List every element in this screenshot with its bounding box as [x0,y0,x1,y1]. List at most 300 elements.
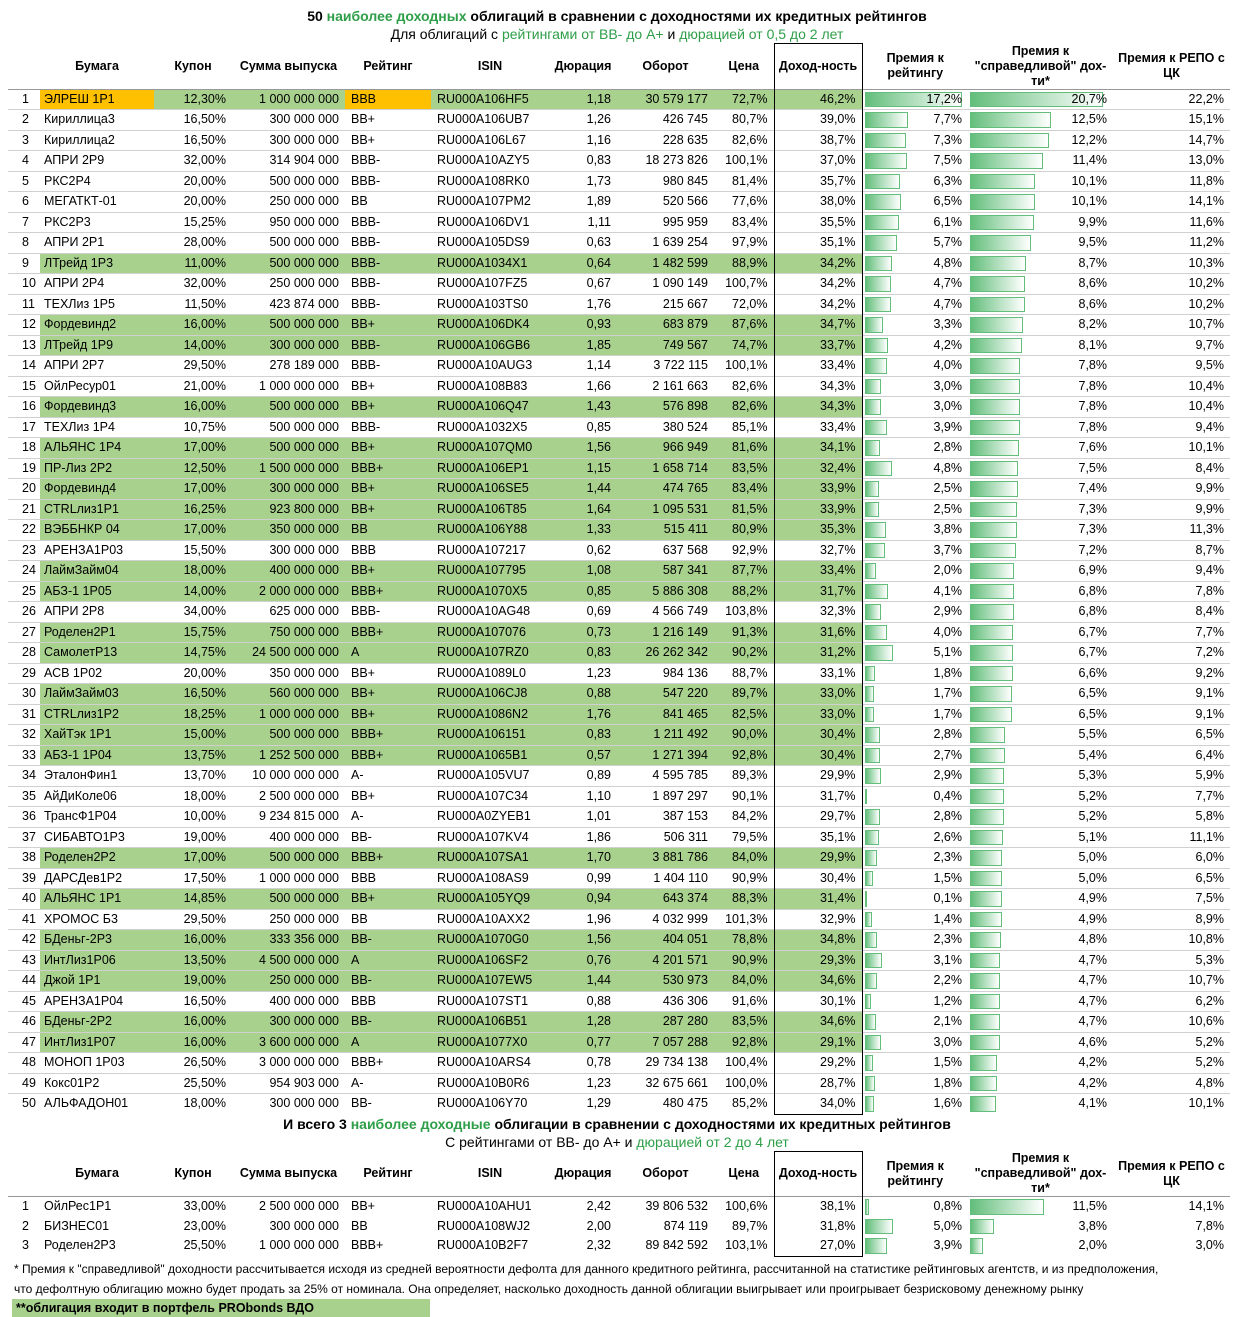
rating-cell: BB- [345,827,431,848]
premium-fair-bar [970,789,1004,805]
premium-fair-cell [968,1197,1113,1217]
title-highlight: наиболее доходных [326,8,467,24]
premium-rating-cell [862,110,968,131]
title2-text: И всего 3 [283,1115,351,1132]
price-cell: 81,5% [714,499,774,520]
issue-size-cell: 500 000 000 [232,253,345,274]
coupon-cell: 17,00% [154,479,232,500]
premium-rating-value: 7,5% [933,153,962,167]
turnover-cell: 749 567 [617,335,714,356]
premium-repo-cell: 10,4% [1113,376,1230,397]
isin-cell: RU000A106EP1 [431,458,549,479]
duration-cell: 1,85 [549,335,617,356]
premium-fair-cell [968,397,1113,418]
coupon-cell: 11,50% [154,294,232,315]
price-cell: 100,7% [714,274,774,295]
yield-cell: 34,0% [774,1094,862,1115]
premium-rating-value: 1,5% [933,1055,962,1069]
header2-premium-fair: Премия к "справедливой" дох-ти* [974,1151,1107,1195]
premium-fair-value: 7,8% [1078,378,1107,393]
turnover-cell: 4 595 785 [617,766,714,787]
premium-rating-bar [865,912,873,928]
duration-cell: 0,63 [549,233,617,254]
premium-rating-cell [862,766,968,787]
issue-size-cell: 500 000 000 [232,417,345,438]
bond-name-cell: ИнтЛиз1Р06 [40,950,154,971]
row-number-cell: 1 [8,89,40,110]
header2-coupon: Купон [174,1166,212,1180]
table-row [8,868,1230,889]
premium-rating-cell [862,827,968,848]
rating-cell: BB- [345,971,431,992]
premium-repo-cell: 5,2% [1113,1032,1230,1053]
premium-rating-cell [862,848,968,869]
premium-fair-value: 7,8% [1078,419,1107,434]
premium-fair-bar [970,502,1017,518]
duration-cell: 1,18 [549,89,617,110]
premium-repo-cell: 6,5% [1113,868,1230,889]
isin-cell: RU000A107217 [431,540,549,561]
section2-subtitle [0,1133,1234,1151]
rating-cell: BB+ [345,684,431,705]
premium-repo-cell: 9,4% [1113,417,1230,438]
isin-cell: RU000A10ARS4 [431,1053,549,1074]
row-number-cell: 37 [8,827,40,848]
turnover-cell: 1 216 149 [617,622,714,643]
header-premium-fair: Премия к "справедливой" дох-ти* [974,43,1107,88]
coupon-cell: 14,00% [154,335,232,356]
premium-fair-value: 6,5% [1078,706,1107,721]
premium-fair-cell [968,766,1113,787]
premium-rating-cell [862,458,968,479]
header-rating: Рейтинг [363,58,413,73]
premium-fair-cell [968,1012,1113,1033]
premium-rating-bar [865,522,886,538]
premium-fair-bar [970,1199,1044,1215]
premium-rating-value: 3,7% [933,542,962,557]
premium-fair-bar [970,481,1018,497]
turnover-cell: 515 411 [617,520,714,541]
premium-fair-bar [970,727,1005,743]
premium-fair-cell [968,458,1113,479]
turnover-cell: 5 886 308 [617,581,714,602]
premium-rating-bar [865,645,894,661]
premium-fair-bar [970,1238,983,1254]
isin-cell: RU000A106GB6 [431,335,549,356]
coupon-cell: 21,00% [154,376,232,397]
isin-cell: RU000A105DS9 [431,233,549,254]
rating-cell: BBB- [345,253,431,274]
bond-name-cell: АПРИ 2Р1 [40,233,154,254]
premium-fair-cell [968,540,1113,561]
yield-cell: 30,4% [774,745,862,766]
turnover-cell: 506 311 [617,827,714,848]
table-row [8,458,1230,479]
price-cell: 77,6% [714,192,774,213]
header2-issue: Сумма выпуска [239,1166,338,1180]
premium-rating-value: 2,7% [933,747,962,762]
premium-rating-value: 3,0% [933,378,962,393]
coupon-cell: 16,00% [154,315,232,336]
premium-rating-bar [865,584,888,600]
rating-cell: A- [345,766,431,787]
bond-name-cell: АБЗ-1 1Р05 [40,581,154,602]
price-cell: 82,6% [714,397,774,418]
rating-cell: BBB- [345,417,431,438]
turnover-cell: 29 734 138 [617,1053,714,1074]
isin-cell: RU000A1032X5 [431,417,549,438]
table-row [8,827,1230,848]
premium-fair-cell [968,89,1113,110]
coupon-cell: 15,25% [154,212,232,233]
price-cell: 82,6% [714,130,774,151]
premium-repo-cell: 8,4% [1113,602,1230,623]
issue-size-cell: 350 000 000 [232,663,345,684]
yield-cell: 33,9% [774,499,862,520]
premium-rating-cell [862,356,968,377]
issue-size-cell: 923 800 000 [232,499,345,520]
table-row [8,561,1230,582]
coupon-cell: 16,50% [154,991,232,1012]
premium-fair-cell [968,356,1113,377]
premium-fair-cell [968,889,1113,910]
yield-cell: 33,4% [774,417,862,438]
issue-size-cell: 9 234 815 000 [232,807,345,828]
coupon-cell: 14,85% [154,889,232,910]
isin-cell: RU000A0ZYEB1 [431,807,549,828]
coupon-cell: 16,50% [154,110,232,131]
row-number-cell: 23 [8,540,40,561]
turnover-cell: 2 161 663 [617,376,714,397]
bond-name-cell: АРЕНЗА1Р03 [40,540,154,561]
coupon-cell: 13,50% [154,950,232,971]
coupon-cell: 17,00% [154,520,232,541]
coupon-cell: 33,00% [183,1199,226,1213]
premium-fair-bar [970,871,1002,887]
premium-fair-cell [968,807,1113,828]
table-row [8,807,1230,828]
row-number-cell: 6 [8,192,40,213]
price-cell: 82,5% [714,704,774,725]
subtitle-text-mid: и [663,26,680,42]
table-row [8,1012,1230,1033]
premium-fair-bar [970,912,1002,928]
portfolio-note: **облигация входит в портфель PRObonds ВДО [12,1299,430,1317]
premium-repo-cell: 10,3% [1113,253,1230,274]
rating-cell: BB+ [345,561,431,582]
turnover-cell: 995 959 [617,212,714,233]
coupon-cell: 11,00% [154,253,232,274]
premium-rating-bar [865,973,877,989]
bond-name-cell: ТрансФ1Р04 [40,807,154,828]
header-premium-rating: Премия к рейтингу [886,51,944,80]
duration-cell: 0,83 [549,643,617,664]
yield-cell: 29,1% [774,1032,862,1053]
premium-repo-cell: 10,7% [1113,971,1230,992]
price-cell: 84,0% [714,971,774,992]
rating-cell: BBB- [345,294,431,315]
isin-cell: RU000A108WJ2 [437,1218,531,1233]
price-cell: 84,0% [714,848,774,869]
turnover-cell: 3 722 115 [617,356,714,377]
premium-repo-cell: 10,7% [1113,315,1230,336]
turnover-cell: 530 973 [617,971,714,992]
coupon-cell: 18,25% [154,704,232,725]
table-row [8,745,1230,766]
duration-cell: 1,23 [549,1073,617,1094]
turnover-cell: 228 635 [617,130,714,151]
price-cell: 79,5% [714,827,774,848]
yield-cell: 35,7% [774,171,862,192]
premium-rating-cell [862,909,968,930]
header2-price: Цена [728,1166,760,1180]
section1-title [0,7,1234,25]
duration-cell: 0,83 [549,151,617,172]
price-cell: 88,2% [714,581,774,602]
coupon-cell: 12,50% [154,458,232,479]
premium-rating-cell [862,540,968,561]
bond-name-cell: БДеньг-2Р2 [40,1012,154,1033]
isin-cell: RU000A107ST1 [431,991,549,1012]
table-row [8,315,1230,336]
bond-name-cell: АйДиКоле06 [40,786,154,807]
subtitle-highlight-duration: дюрацией от 0,5 до 2 лет [679,26,844,42]
table-row [8,704,1230,725]
premium-fair-bar [970,891,1002,907]
rating-cell: BB+ [345,704,431,725]
bond-name-cell: БДеньг-2Р3 [40,930,154,951]
premium-rating-cell [862,663,968,684]
yield-cell: 33,7% [774,335,862,356]
premium-fair-value: 12,5% [1071,112,1107,126]
premium-rating-bar [865,112,908,128]
issue-size-cell: 2 000 000 000 [232,581,345,602]
row-number-cell: 21 [8,499,40,520]
rating-cell: BB+ [345,130,431,151]
duration-cell: 1,73 [549,171,617,192]
rating-cell: BBB- [345,274,431,295]
premium-fair-bar [970,994,1000,1010]
premium-fair-bar [970,379,1020,395]
premium-rating-cell [862,561,968,582]
row-number-cell: 22 [8,520,40,541]
bond-name-cell: РКС2Р3 [40,212,154,233]
rating-cell: A [345,643,431,664]
price-cell: 87,6% [714,315,774,336]
bond-name-cell: ЛаймЗайм03 [40,684,154,705]
premium-fair-cell [968,991,1113,1012]
row-number-cell: 2 [8,110,40,131]
premium-fair-bar [970,420,1020,436]
premium-fair-cell [968,274,1113,295]
row-number-cell: 50 [8,1094,40,1115]
premium-rating-cell [862,704,968,725]
premium-fair-cell [968,151,1113,172]
duration-cell: 1,28 [549,1012,617,1033]
table-row [8,397,1230,418]
isin-cell: RU000A107PM2 [431,192,549,213]
duration-cell: 0,57 [549,745,617,766]
premium-fair-value: 6,8% [1078,604,1107,618]
issue-size-cell: 500 000 000 [232,233,345,254]
premium-fair-cell [968,1032,1113,1053]
premium-fair-bar [970,133,1049,149]
premium-fair-value: 6,5% [1078,686,1107,700]
table-row [8,930,1230,951]
premium-rating-cell [862,602,968,623]
rating-cell: BBB [345,89,431,110]
premium-rating-value: 3,0% [933,1034,962,1049]
premium-rating-cell [862,745,968,766]
rating-cell: BBB- [345,151,431,172]
bond-name-cell: Кириллица2 [40,130,154,151]
table-row [8,1073,1230,1094]
premium-repo-cell: 5,3% [1113,950,1230,971]
duration-cell: 1,23 [549,663,617,684]
premium-rating-cell [862,950,968,971]
yield-cell: 34,8% [774,930,862,951]
price-cell: 90,0% [714,725,774,746]
premium-fair-bar [970,748,1005,764]
isin-cell: RU000A108RK0 [431,171,549,192]
table-header-row [8,44,1230,90]
table-row [8,274,1230,295]
price-cell: 74,7% [714,335,774,356]
turnover-cell: 966 949 [617,438,714,459]
yield-cell: 38,0% [774,192,862,213]
table-row [8,622,1230,643]
header-duration: Дюрация [554,58,612,73]
rating-cell: BBB- [345,335,431,356]
premium-repo-cell: 8,7% [1113,540,1230,561]
yield-cell: 33,4% [774,561,862,582]
row-number-cell: 34 [8,766,40,787]
premium-fair-value: 7,6% [1078,440,1107,454]
premium-fair-cell [968,622,1113,643]
rating-cell: A- [345,1073,431,1094]
bond-name-cell: Роделен2Р3 [44,1238,116,1253]
turnover-cell: 984 136 [617,663,714,684]
issue-size-cell: 10 000 000 000 [232,766,345,787]
premium-rating-bar [865,1238,887,1254]
premium-fair-cell [968,868,1113,889]
premium-rating-value: 2,6% [933,829,962,844]
yield-cell: 29,2% [774,1053,862,1074]
rating-cell: BBB- [345,356,431,377]
yield-cell: 35,3% [774,520,862,541]
premium-fair-cell [968,909,1113,930]
premium-rating-cell [862,315,968,336]
turnover-cell: 520 566 [617,192,714,213]
premium-repo-cell: 5,9% [1113,766,1230,787]
bond-name-cell: ХайТэк 1Р1 [40,725,154,746]
bond-name-cell: АСВ 1Р02 [40,663,154,684]
premium-rating-cell [862,192,968,213]
issue-size-cell: 423 874 000 [232,294,345,315]
premium-repo-cell: 11,2% [1113,233,1230,254]
premium-rating-bar [865,932,878,948]
coupon-cell: 20,00% [154,663,232,684]
isin-cell: RU000A107795 [431,561,549,582]
premium-rating-value: 2,8% [933,440,962,454]
row-number-cell: 38 [8,848,40,869]
issue-size-cell: 1 000 000 000 [232,89,345,110]
rating-cell: BB+ [345,438,431,459]
premium-fair-cell [968,950,1113,971]
premium-rating-cell [862,1032,968,1053]
premium-rating-value: 1,7% [933,686,962,700]
yield-cell: 34,2% [774,274,862,295]
yield-cell: 27,0% [774,1236,862,1256]
duration-cell: 0,64 [549,253,617,274]
header-number [8,44,40,90]
premium-repo-cell: 7,7% [1113,786,1230,807]
premium-repo-cell: 6,2% [1113,991,1230,1012]
yield-cell: 30,4% [774,725,862,746]
turnover-cell: 576 898 [617,397,714,418]
bond-name-cell: ТЕХЛиз 1Р5 [40,294,154,315]
premium-rating-bar [865,133,906,149]
coupon-cell: 16,00% [154,1012,232,1033]
coupon-cell: 13,70% [154,766,232,787]
price-cell: 90,9% [714,868,774,889]
isin-cell: RU000A107RZ0 [431,643,549,664]
premium-fair-bar [970,112,1051,128]
premium-rating-cell [862,1094,968,1115]
premium-fair-bar [970,1219,994,1235]
rating-cell: BB+ [345,376,431,397]
yield-cell: 29,9% [774,848,862,869]
row-number-cell: 4 [8,151,40,172]
table-row [8,1032,1230,1053]
rating-cell: BBB+ [345,725,431,746]
premium-rating-bar [865,153,907,169]
premium-rating-bar [865,358,888,374]
subtitle2-highlight-duration: дюрацией от 2 до 4 лет [636,1133,789,1150]
isin-cell: RU000A106DV1 [431,212,549,233]
premium-repo-cell: 6,0% [1113,848,1230,869]
isin-cell: RU000A106CJ8 [431,684,549,705]
price-cell: 81,4% [714,171,774,192]
premium-fair-value: 7,8% [1078,399,1107,413]
price-cell: 81,6% [714,438,774,459]
premium-rating-value: 0,8% [933,1199,962,1213]
bond-name-cell: Фордевинд4 [40,479,154,500]
premium-repo-cell: 8,9% [1113,909,1230,930]
premium-fair-value: 8,1% [1078,337,1107,352]
premium-fair-bar [970,543,1016,559]
premium-fair-cell [968,1073,1113,1094]
premium-rating-cell [862,786,968,807]
premium-rating-bar [865,420,887,436]
yield-cell: 37,0% [774,151,862,172]
table-row [8,89,1230,110]
bond-name-cell: Кириллица3 [40,110,154,131]
premium-rating-value: 4,2% [933,337,962,352]
premium-repo-cell: 5,2% [1113,1053,1230,1074]
footnote-line-1: * Премия к "справедливой" доходности рассчитывается исходя из средней вероятности дефолта для данного кредитного рейтинга, рассчитанной на статистике рейтинговых агентств, и из предположения, [14,1261,1159,1276]
row-number-cell: 28 [8,643,40,664]
premium-rating-bar [865,768,881,784]
row-number-cell: 17 [8,417,40,438]
premium-fair-cell [968,192,1113,213]
isin-cell: RU000A107SA1 [431,848,549,869]
premium-rating-value: 1,8% [933,1075,962,1090]
table-row [8,1053,1230,1074]
premium-fair-cell [968,1094,1113,1115]
premium-rating-bar [865,338,889,354]
premium-fair-cell [968,745,1113,766]
